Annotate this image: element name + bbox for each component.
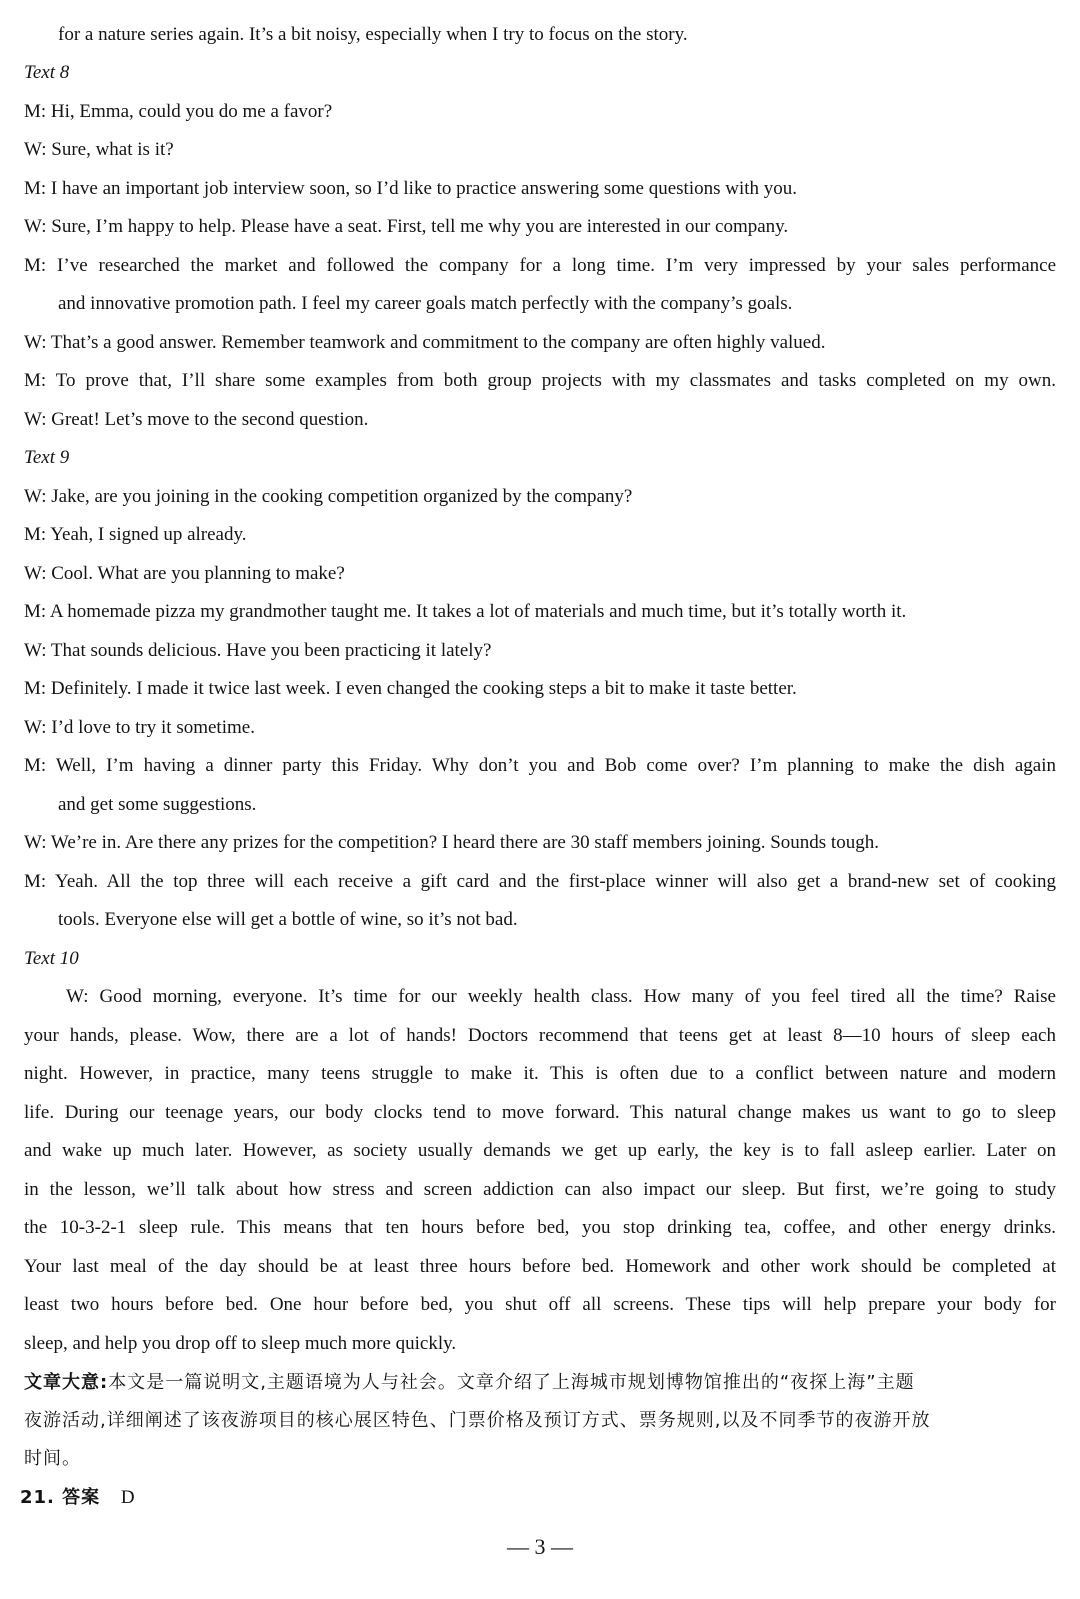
summary-line: 时间。 — [24, 1448, 81, 1469]
transcript-line: W: Great! Let’s move to the second question. — [24, 409, 369, 430]
answer-line — [20, 1483, 1056, 1513]
transcript-line: and innovative promotion path. I feel my career goals match perfectly with the company’s goals. — [58, 293, 793, 314]
paragraph-line: least two hours before bed. One hour before bed, you shut off all screens. These tips will help prepare your body for — [24, 1294, 1056, 1315]
transcript-line: W: Cool. What are you planning to make? — [24, 563, 345, 584]
transcript-line: W: That’s a good answer. Remember teamwork and commitment to the company are often highly valued. — [24, 332, 826, 353]
transcript-line: tools. Everyone else will get a bottle of wine, so it’s not bad. — [58, 909, 518, 930]
summary-text: 本文是一篇说明文,主题语境为人与社会。文章介绍了上海城市规划博物馆推出的“夜探上海”主题 — [108, 1372, 915, 1393]
transcript-line: M: I’ve researched the market and followed the company for a long time. I’m very impressed by your sales performance — [24, 255, 1056, 276]
transcript-line: M: To prove that, I’ll share some examples from both group projects with my classmates and tasks completed on my own. — [24, 370, 1056, 391]
transcript-line: W: I’d love to try it sometime. — [24, 717, 255, 738]
summary-label: 文章大意: — [24, 1372, 109, 1393]
transcript-line: M: Definitely. I made it twice last week. I even changed the cooking steps a bit to make it taste better. — [24, 678, 797, 699]
section-heading-text-8: Text 8 — [24, 62, 70, 83]
summary-line: 夜游活动,详细阐述了该夜游项目的核心展区特色、门票价格及预订方式、票务规则,以及不同季节的夜游开放 — [24, 1410, 931, 1431]
summary-line — [24, 1368, 1056, 1398]
paragraph-line: in the lesson, we’ll talk about how stress and screen addiction can also impact our sleep. But first, we’re going to study — [24, 1179, 1056, 1200]
transcript-line: M: I have an important job interview soon, so I’d like to practice answering some questions with you. — [24, 178, 798, 199]
transcript-line: W: Sure, what is it? — [24, 139, 174, 160]
transcript-line: for a nature series again. It’s a bit noisy, especially when I try to focus on the story. — [58, 24, 688, 45]
transcript-line: and get some suggestions. — [58, 794, 257, 815]
section-heading-text-9: Text 9 — [24, 447, 70, 468]
paragraph-line: life. During our teenage years, our body clocks tend to move forward. This natural change makes us want to go to sleep — [24, 1102, 1056, 1123]
answer-value: D — [120, 1487, 135, 1508]
page-number: — 3 — — [507, 1534, 573, 1559]
answer-label: 21. 答案 — [20, 1487, 101, 1508]
paragraph-line: and wake up much later. However, as society usually demands we get up early, the key is to fall asleep earlier. Later on — [24, 1140, 1056, 1161]
transcript-line: M: Hi, Emma, could you do me a favor? — [24, 101, 333, 122]
transcript-line: M: Well, I’m having a dinner party this Friday. Why don’t you and Bob come over? I’m planning to make the dish again — [24, 755, 1056, 776]
section-heading-text-10: Text 10 — [24, 948, 79, 969]
paragraph-line: your hands, please. Wow, there are a lot of hands! Doctors recommend that teens get at least 8—10 hours of sleep each — [24, 1025, 1056, 1046]
transcript-line: M: Yeah, I signed up already. — [24, 524, 247, 545]
transcript-line: W: We’re in. Are there any prizes for the competition? I heard there are 30 staff members joining. Sounds tough. — [24, 832, 879, 853]
transcript-line: M: A homemade pizza my grandmother taught me. It takes a lot of materials and much time, but it’s totally worth it. — [24, 601, 907, 622]
paragraph-line: the 10-3-2-1 sleep rule. This means that ten hours before bed, you stop drinking tea, coffee, and other energy drinks. — [24, 1217, 1056, 1238]
paragraph-line: sleep, and help you drop off to sleep much more quickly. — [24, 1333, 457, 1354]
transcript-line: W: Jake, are you joining in the cooking competition organized by the company? — [24, 486, 633, 507]
transcript-line: M: Yeah. All the top three will each receive a gift card and the first-place winner will also get a brand-new set of cooking — [24, 871, 1056, 892]
paragraph-line: Your last meal of the day should be at least three hours before bed. Homework and other work should be completed at — [24, 1256, 1056, 1277]
transcript-line: W: Sure, I’m happy to help. Please have a seat. First, tell me why you are interested in our company. — [24, 216, 789, 237]
paragraph-line: W: Good morning, everyone. It’s time for our weekly health class. How many of you feel tired all the time? Raise — [66, 986, 1056, 1007]
paragraph-line: night. However, in practice, many teens struggle to make it. This is often due to a conflict between nature and modern — [24, 1063, 1056, 1084]
transcript-line: W: That sounds delicious. Have you been practicing it lately? — [24, 640, 492, 661]
